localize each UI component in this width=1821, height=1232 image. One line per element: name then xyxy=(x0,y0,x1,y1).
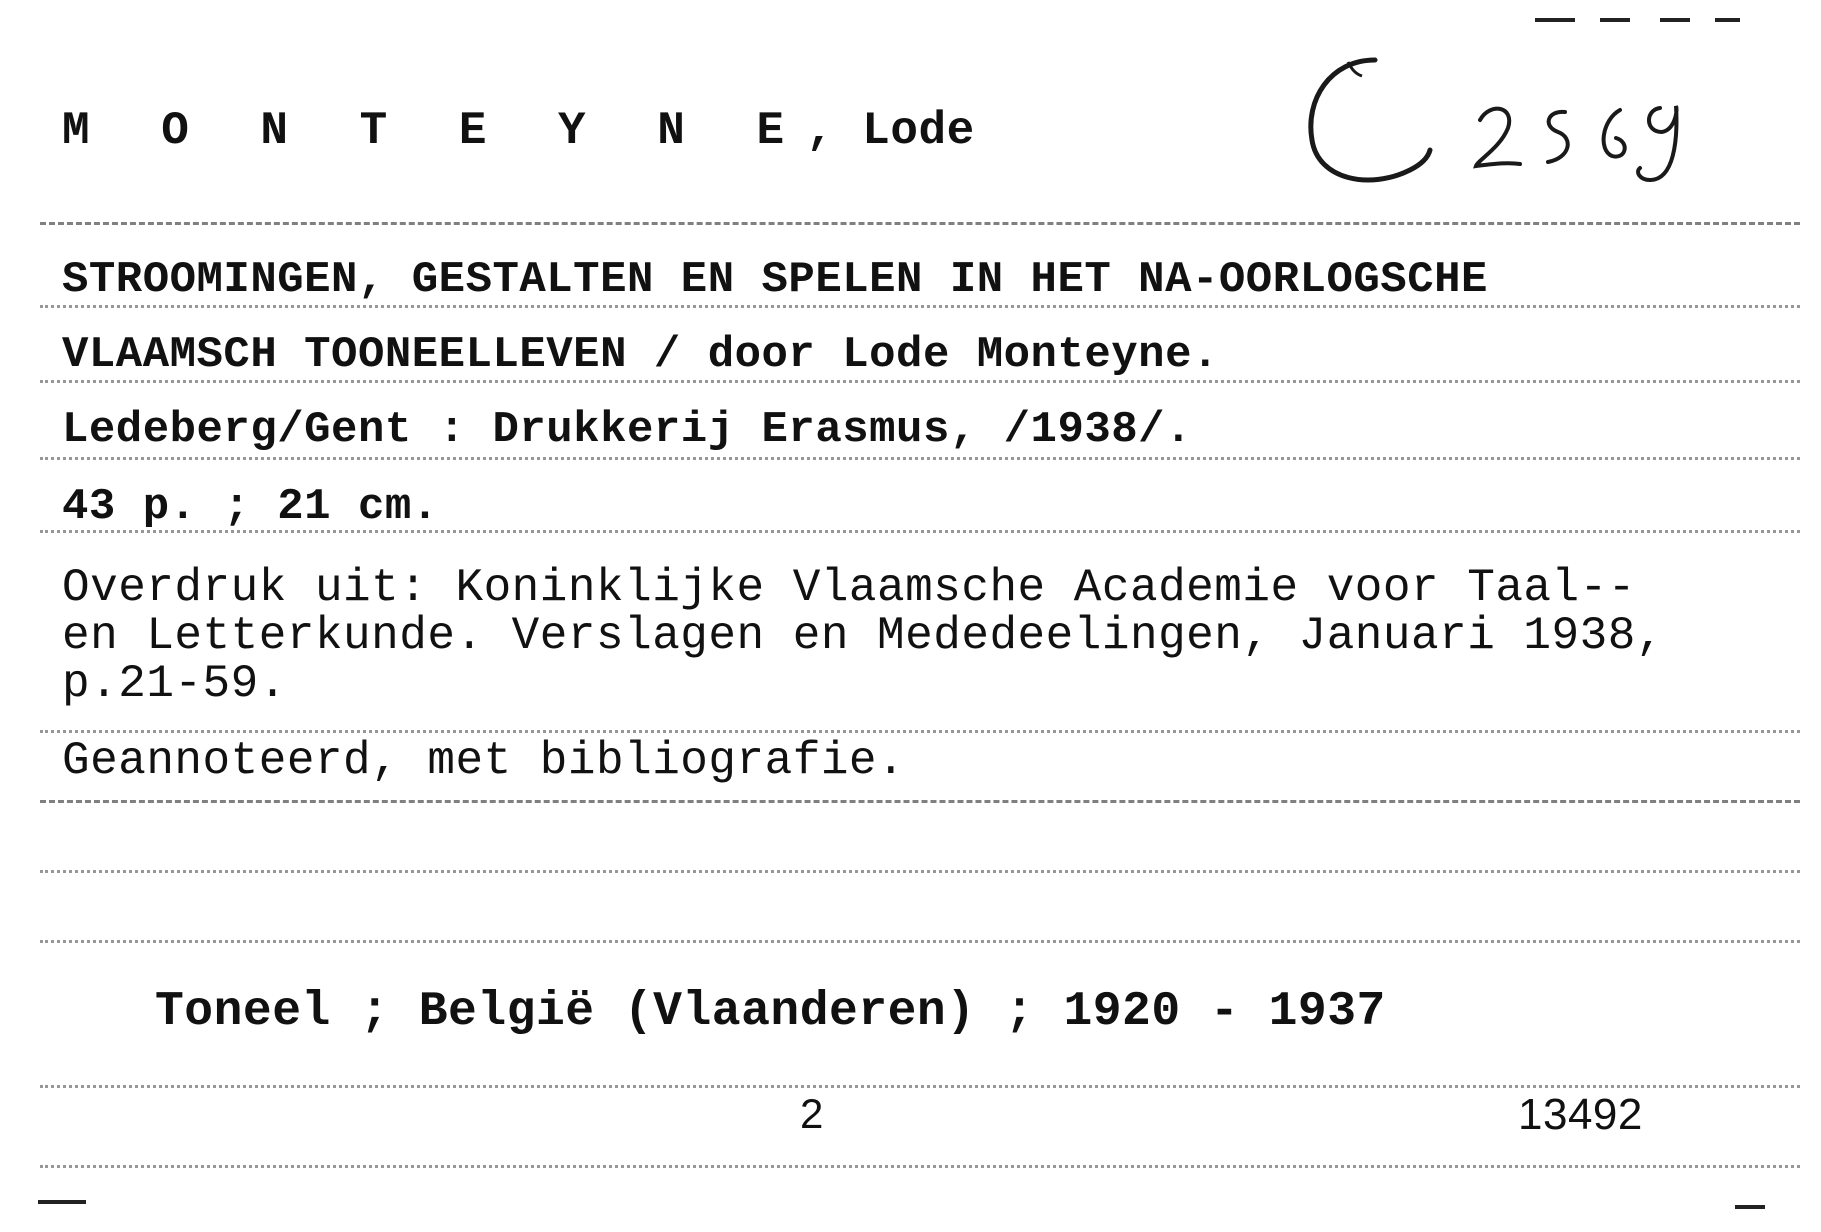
rule-line xyxy=(40,222,1800,225)
accession-number: 13492 xyxy=(1518,1090,1643,1139)
rule-line xyxy=(40,730,1800,733)
author-surname: M O N T E Y N E xyxy=(62,105,807,157)
rule-line xyxy=(40,870,1800,873)
copy-number: 2 xyxy=(800,1090,824,1137)
margin-mark xyxy=(1600,18,1630,22)
margin-mark xyxy=(38,1200,86,1204)
rule-line xyxy=(40,305,1800,308)
handwritten-call-number xyxy=(1290,40,1720,210)
author-separator: , xyxy=(806,105,835,157)
note-annotated: Geannoteerd, met bibliografie. xyxy=(62,735,906,787)
margin-mark xyxy=(1735,1205,1765,1209)
subject-headings: Toneel ; België (Vlaanderen) ; 1920 - 1937 xyxy=(155,985,1386,1039)
margin-mark xyxy=(1535,18,1575,22)
note-line-1: Overdruk uit: Koninklijke Vlaamsche Academie voor Taal-- xyxy=(62,562,1636,614)
author-heading xyxy=(62,105,975,157)
imprint: Ledeberg/Gent : Drukkerij Erasmus, /1938/. xyxy=(62,405,1192,455)
rule-line xyxy=(40,800,1800,803)
rule-line xyxy=(40,530,1800,533)
rule-line xyxy=(40,1085,1800,1088)
physical-description: 43 p. ; 21 cm. xyxy=(62,482,439,532)
rule-line xyxy=(40,380,1800,383)
title-line-1: STROOMINGEN, GESTALTEN EN SPELEN IN HET NA-OORLOGSCHE xyxy=(62,255,1488,305)
note-line-2: en Letterkunde. Verslagen en Mededeelingen, Januari 1938, xyxy=(62,610,1664,662)
rule-line xyxy=(40,940,1800,943)
margin-mark xyxy=(1660,18,1690,22)
title-line-2: VLAAMSCH TOONEELLEVEN / door Lode Monteyne. xyxy=(62,330,1219,380)
call-number-text: C 2569 xyxy=(1290,40,1294,41)
note-line-3: p.21-59. xyxy=(62,658,287,710)
rule-line xyxy=(40,457,1800,460)
margin-mark xyxy=(1715,18,1740,22)
author-given-name: Lode xyxy=(862,105,975,157)
rule-line xyxy=(40,1165,1800,1168)
